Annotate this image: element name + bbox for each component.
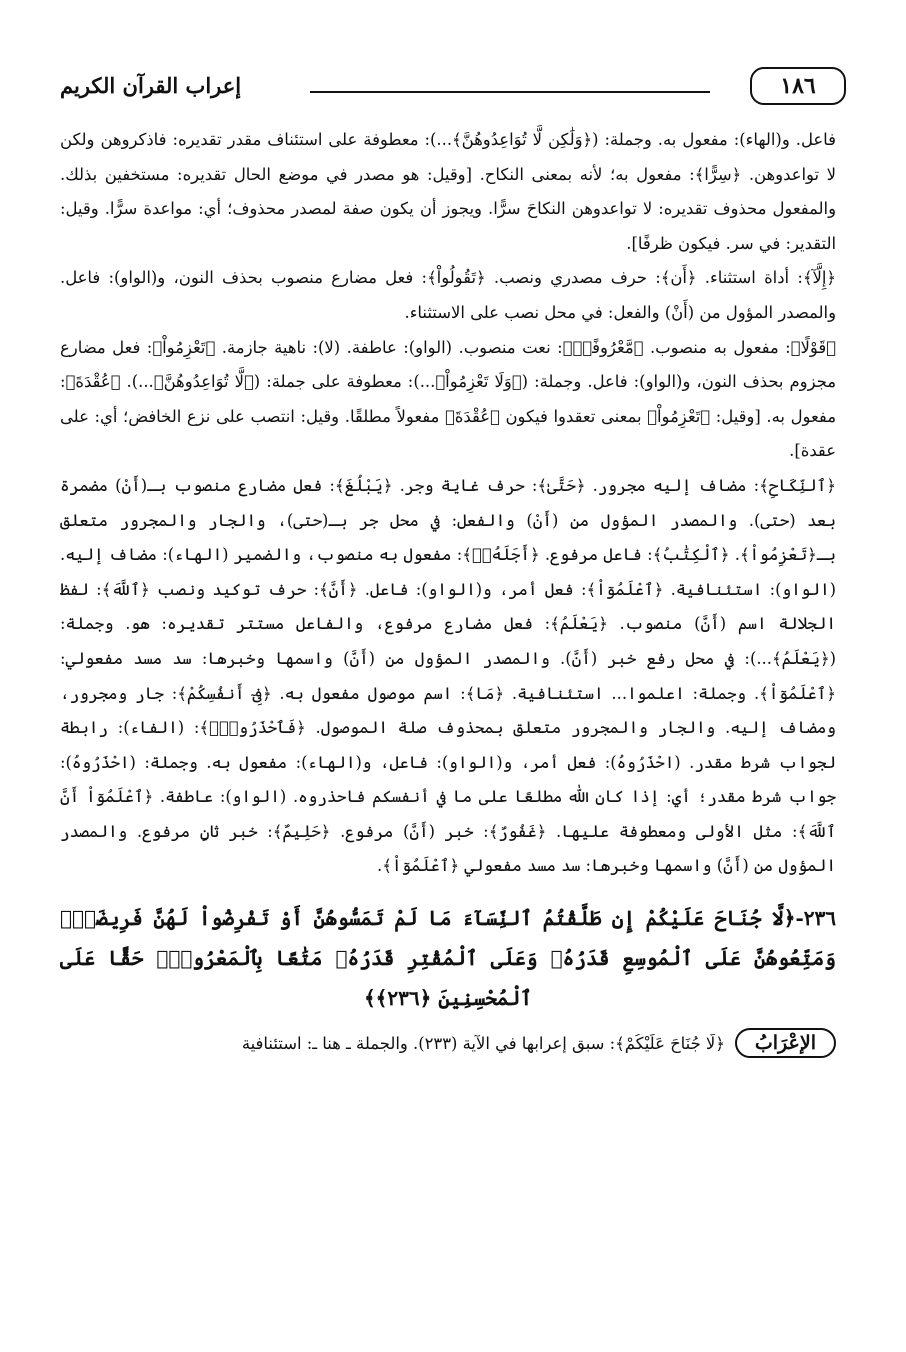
verse-number: ٢٣٦ (803, 906, 836, 931)
paragraph: ﴿ٱلنِّكَاحِ﴾: مضاف إليه مجرور. ﴿حَتَّىٰ﴾: حرف غاية وجر. ﴿يَبْلُغَ﴾: فعل مضارع منصوب بـ(أَنْ) مضمرة بعد (حتى). والمصدر المؤول من (أَنْ) والفعل: في محل جر بـ(حتى)، والجار والمجرور متعلق بـ﴿تَعْزِمُواْ﴾. ﴿ٱلْكِتَٰبُ﴾: فاعل مرفوع. ﴿أَجَلَهُۥۚ﴾: مفعول به منصوب، والضمير (الهاء): مضاف إليه. (الواو): استئنافية. ﴿ٱعْلَمُوٓاْ﴾: فعل أمر، و(الواو): فاعل. ﴿أَنَّ﴾: حرف توكيد ونصب ﴿ٱللَّهَ﴾: لفظ الجلالة اسم (أَنَّ) منصوب. ﴿يَعْلَمُ﴾: فعل مضارع مرفوع، والفاعل مستتر تقديره: هو. وجملة: (﴿يَعْلَمُ﴾...): في محل رفع خبر (أَنَّ). والمصدر المؤول من (أَنَّ) واسمها وخبرها: سد مسد مفعولي: ﴿ٱعْلَمُوٓاْ﴾. وجملة: اعلموا... استئنافية. ﴿مَا﴾: اسم موصول مفعول به. ﴿فِىٓ أَنفُسِكُمْ﴾: جار ومجرور، ومضاف إليه. والجار والمجرور متعلق بمحذوف صلة الموصول. ﴿فَٱحْذَرُوهُۚ﴾: (الفاء): رابطة لجواب شرط مقدر. (احْذَرُوهُ): فعل أمر، و(الواو): فاعل، و(الهاء): مفعول به. وجملة: (احْذَرُوهُ): جواب شرط مقدر؛ أي: إذا كان اللّٰه مطلعًا على ما في أنفسكم فاحذروه. (الواو): عاطفة. ﴿ٱعْلَمُوٓاْ أَنَّ ٱللَّهَ﴾: مثل الأولى ومعطوفة عليها. ﴿غَفُورٌ﴾: خبر (أَنَّ) مرفوع. ﴿حَلِيمٌ﴾: خبر ثانٍ مرفوع. والمصدر المؤول من (أَنَّ) واسمها وخبرها: سد مسد مفعولي ﴿ٱعْلَمُوٓاْ﴾. (60, 475, 836, 876)
irab-section (60, 1028, 836, 1058)
book-title: إعراب القرآن الكريم (60, 73, 242, 98)
irab-text: ﴿لَّا جُنَاحَ عَلَيْكُمْ﴾: سبق إعرابها في الآية (٢٣٣). والجملة ـ هنا ـ: استئنافية (241, 1033, 725, 1053)
paragraph: ﴿إِلَّآ﴾: أداة استثناء. ﴿أَن﴾: حرف مصدري ونصب. ﴿تَقُولُواْ﴾: فعل مضارع منصوب بحذف النون، و(الواو): فاعل. والمصدر المؤول من (أَنْ) والفعل: في محل نصب على الاستثناء. (60, 268, 836, 322)
paragraph: فاعل. و(الهاء): مفعول به. وجملة: (﴿وَلَٰكِن لَّا تُوَاعِدُوهُنَّ﴾...): معطوفة على استئناف مقدر تقديره: فاذكروهن ولكن لا تواعدوهن. ﴿سِرًّا﴾: مفعول به؛ لأنه بمعنى النكاح. [وقيل: هو مصدر في موضع الحال تقديره: مستخفين بذلك. والمفعول محذوف تقديره: لا تواعدوهن النكاحَ سرًّا. ويجوز أن يكون صفة لمصدر محذوف؛ أي: مواعدة سرًّا. وقيل: التقدير: في سر. فيكون ظرفًا]. (60, 130, 836, 253)
paragraph: ﴿قَوْلًا﴾: مفعول به منصوب. ﴿مَّعْرُوفًاۚ﴾: نعت منصوب. (الواو): عاطفة. (لا): ناهية جازمة. ﴿تَعْزِمُواْ﴾: فعل مضارع مجزوم بحذف النون، و(الواو): فاعل. وجملة: (﴿وَلَا تَعْزِمُواْ﴾...): معطوفة على جملة: (﴿لَّا تُوَاعِدُوهُنَّ﴾...). ﴿عُقْدَةَ﴾: مفعول به. [وقيل: ﴿تَعْزِمُواْ﴾ بمعنى تعقدوا فيكون ﴿عُقْدَةَ﴾ مفعولاً مطلقًا. وقيل: انتصب على نزع الخافض؛ أي: على عقدة]. (60, 337, 836, 461)
irab-badge: الإعْرَابُ (735, 1028, 836, 1058)
header-rule (310, 91, 710, 93)
page-header (60, 55, 836, 115)
quran-verse (60, 898, 836, 1018)
verse-text: -﴿لَّا جُنَاحَ عَلَيْكُمْ إِن طَلَّقْتُمُ ٱلنِّسَآءَ مَا لَمْ تَمَسُّوهُنَّ أَوْ تَفْرِضُواْ لَهُنَّ فَرِيضَةًۚ وَمَتِّعُوهُنَّ عَلَى ٱلْمُوسِعِ قَدَرُهُۥ وَعَلَى ٱلْمُقْتِرِ قَدَرُهُۥ مَتَٰعًا بِٱلْمَعْرُوفِۖ حَقًّا عَلَى ٱلْمُحْسِنِينَ ﴿٢٣٦﴾﴾ (60, 906, 836, 1011)
page-number: ١٨٦ (750, 67, 846, 105)
commentary-text (60, 123, 836, 884)
